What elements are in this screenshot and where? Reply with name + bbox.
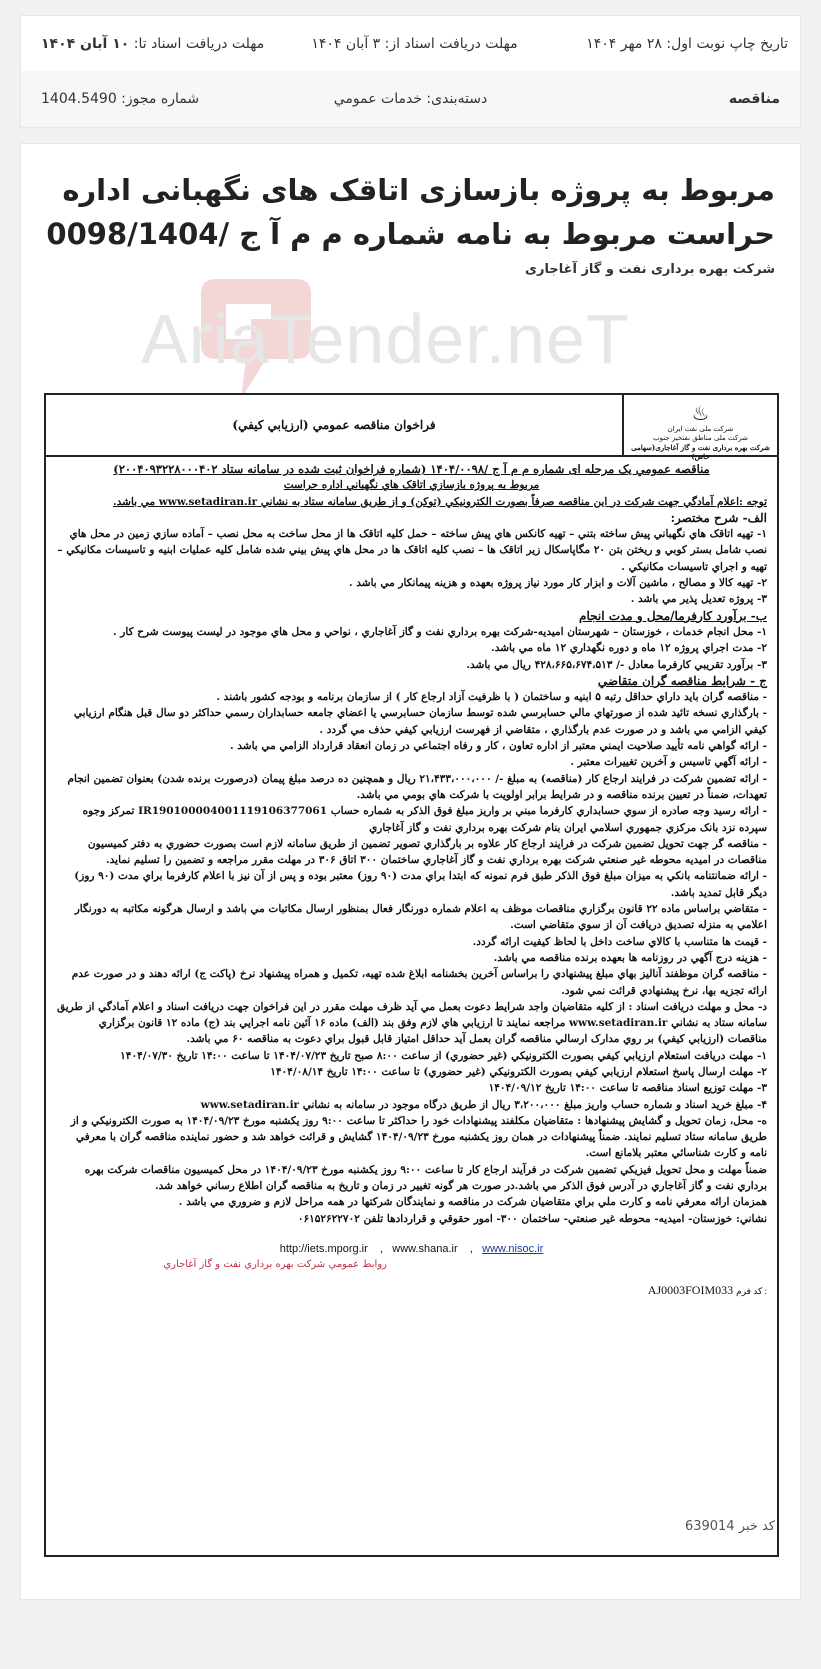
doc-line2: مربوط به پروژه بازسازي اتاقک هاي نگهباني اداره حراست	[283, 479, 540, 492]
nioc-logo	[622, 395, 777, 461]
receive-to-label: مهلت دریافت اسناد تا:	[129, 35, 265, 52]
public-relations: روابط عمومي شركت بهره برداري نفت و گاز آغاجاري	[163, 1259, 387, 1271]
form-code-value: AJ0003FOIM033	[647, 1282, 734, 1297]
company-name: شرکت بهره برداری نفت و گاز آغاجاری	[525, 262, 775, 277]
logo-line: شرکت ملی نفت ایران	[667, 425, 734, 433]
page-title: مربوط به پروژه بازسازی اتاقک های نگهبانی اداره حراست مربوط به نامه شماره م م آ ج /0098/1404	[46, 173, 775, 251]
logo-line: شرکت بهره برداری نفت و گاز آغاجاری(سهامی خاص)	[631, 443, 770, 461]
receive-from: مهلت دریافت اسناد از: ۳ آبان ۱۴۰۴	[311, 35, 518, 52]
news-id: کد خبر 639014	[684, 1519, 775, 1534]
nioc-flame-icon: ♨	[691, 401, 710, 425]
list-item: - قيمت ها متناسب با كالاي ساخت داخل با لحاظ كيفيت ارائه گردد.	[472, 935, 767, 948]
list-item: ۱- مهلت دريافت استعلام ارزيابي كيفي بصورت الكترونيكي (غير حضوري) از ساعت ۸:۰۰ صبح تاريخ ۱۴۰۴/۰۷/۲۳ تا ساعت ۱۴:۰۰ تاريخ ۱۴۰۴/۰۷/۳۰	[120, 1049, 767, 1062]
list-item: ضمناً مهلت و محل تحويل فيزيكي تضمين شركت در فرآيند ارجاع كار تا ساعت ۹:۰۰ روز يكشنبه مورخ ۱۴۰۴/۰۹/۲۳ در محل كميسيون مناقصات شركت بهره برداري نفت و گاز آغاجاري در آدرس فوق الذكر مي باشد.در صورت هر گونه تغيير در زمان و تاريخ به مناقصه گران اطلاع رساني خواهد شد.	[84, 1163, 767, 1193]
watermark-text: AriaTender.neT	[141, 300, 630, 378]
list-item: ۳- مهلت توزيع اسناد مناقصه تا ساعت ۱۴:۰۰ تاريخ ۱۴۰۴/۰۹/۱۲	[488, 1082, 767, 1095]
list-item: - ارائه رسيد وجه صادره از سوي حسابداري كارفرما مبني بر واريز مبلغ فوق الذكر به شماره حساب IR190100004001119106377061 تمركز وجوه سپرده نزد بانک مركزي جمهوري اسلامي ايران بنام شركت بهره برداري نفت و گاز آغاجاري	[82, 805, 767, 834]
list-item: - ارائه تضمين شركت در فرايند ارجاع كار (مناقصه) به مبلغ -/ ۲۱،۴۳۳،۰۰۰،۰۰۰ ريال و همچنين ده درصد مبلغ پيمان (درصورت برنده شدن) بعنوان تضمين انجام تعهدات، ضمناً در تعيين برنده مناقصه و در شرايط برابر اولويت با شركت هاي بومي مي باشد.	[67, 772, 767, 801]
section-e: ه- محل، زمان تحويل و گشايش پيشنهادها : متقاضيان مكلفند پيشنهادات خود را حداكثر تا ساعت ۹:۰۰ روز يكشنبه مورخ ۱۴۰۴/۰۹/۲۳ به صورت الكترونيكي و از طريق سامانه ستاد تسليم نمايند. ضمناً پيشنهادات در همان روز يكشنبه مورخ ۱۴۰۴/۰۹/۲۳ گشايش و قرائت خواهد شد و حضور نماينده مناقصه گران با معرفي نامه و كارت شناسائي معتبر بلامانع است.	[70, 1114, 767, 1160]
list-item: ۱- محل انجام خدمات ، خوزستان – شهرستان اميديه-شركت بهره برداري نفت و گاز آغاجاري ، نواحي و محل هاي موجود در ليست پيوست شرح كار .	[112, 625, 767, 638]
list-item: - هزينه درج آگهي در روزنامه ها بعهده برنده مناقصه مي باشد.	[493, 951, 767, 964]
doc-notice: توجه :اعلام آمادگي جهت شركت در اين مناقصه صرفاً بصورت الكترونيكي (توكن) و از طريق سامانه ستاد به نشاني www.setadiran.ir مي باشد.	[112, 495, 767, 508]
link-shana: www.shana.ir	[392, 1242, 458, 1255]
category[interactable]: دسته‌بندی: خدمات عمومي	[333, 91, 488, 107]
list-item: ۲- مدت اجراي پروژه ۱۲ ماه و دوره نگهداري ۱۲ ماه مي باشد.	[491, 642, 767, 655]
info-row-meta	[21, 71, 800, 127]
list-item: - ارائه گواهي نامه تأييد صلاحيت ايمني معتبر از اداره تعاون ، كار و رفاه اجتماعي در زمان انعقاد قرارداد الزامي مي باشد .	[229, 740, 767, 753]
receive-to-value: ۱۰ آبان ۱۴۰۴	[41, 35, 130, 52]
link-nisoc: www.nisoc.ir	[482, 1242, 544, 1255]
receive-to	[31, 36, 290, 52]
tender-detail-card	[20, 143, 801, 1600]
list-item: - متقاضي براساس ماده ۲۲ قانون برگزاري مناقصات موظف به اعلام شماره دورنگار فعال بمنظور ارسال مكاتبات مي باشد و ارسال هرگونه مكاتبه به دورنگار اعلامي به منزله تصديق دريافت آن از سوي متقاضي است.	[74, 903, 767, 932]
list-item: - مناقصه گران بايد داراي حداقل رتبه ۵ ابنيه و ساختمان ( با ظرفيت آزاد ارجاع كار ) از سازمان برنامه و بودجه كشور باشند .	[216, 691, 767, 704]
list-item: ۱- تهيه اتاقک هاي نگهباني پيش ساخته بتني – تهيه كانكس هاي پيش ساخته – حمل كليه اتاقک ها از محل ساخت به محل نصب – آماده سازي زمين در محل هاي نصب شامل بستر كوبي و ريختن بتن ۲۰ مگاپاسكال زير اتاقک ها – نصب كليه اتاقک ها در محل هاي پيش بيني شده شامل كليه عمليات ابنيه و تاسيسات مكانيكي – تهيه و اجراي تاسيسات مكانيكي .	[57, 528, 767, 573]
list-item: ۴- مبلغ خريد اسناد و شماره حساب واريز مبلغ ۳،۲۰۰،۰۰۰ ريال از طريق درگاه موجود در سامانه به نشاني www.setadiran.ir	[200, 1098, 767, 1111]
section-b: ب- برآورد كارفرما/محل و مدت انجام	[579, 608, 767, 623]
doc-links: http://iets.mporg.ir , www.shana.ir , www.nisoc.ir	[279, 1242, 544, 1255]
list-item: - مناقصه گر جهت تحويل تضمين شركت در فرايند ارجاع كار علاوه بر بارگذاري تصوير تضمين از طريق سامانه لازم است بصورت حضوري به دفتر كميسيون مناقصات در اميديه محوطه غير صنعتي شركت بهره برداري نفت و گاز آغاجاري ساختمان ۳۰۰ اتاق ۳۰۶ در مهلت مقرر مراجعه و تضمين را تسليم نمايد.	[87, 837, 767, 867]
logo-line: شرکت ملی مناطق نفتخیز جنوب	[653, 434, 748, 442]
doc-header: فراخوان مناقصه عمومي (ارزيابي كيفي)	[232, 417, 436, 432]
form-code-label: كد فرم :	[736, 1285, 767, 1296]
link-iets: http://iets.mporg.ir	[279, 1242, 368, 1255]
print-date: تاریخ چاپ نوبت اول: ۲۸ مهر ۱۴۰۴	[586, 35, 788, 52]
section-c: ج - شرايط مناقصه گران متقاضي	[597, 673, 767, 688]
section-a: الف- شرح مختصر:	[670, 510, 767, 525]
list-item: - ارائه ضمانتنامه بانكي به ميزان مبلغ فوق الذكر طبق فرم نمونه كه ابتدا براي مدت (۹۰ روز) معتبر بوده و پس از آن نيز با اعلام كارفرما براي مدت (۹۰ روز) ديگر قابل تمديد باشد.	[74, 870, 767, 899]
address: نشاني: خوزستان- اميديه- محوطه غير صنعتي- ساختمان ۳۰۰- امور حقوقي و قراردادها تلفن ۰۶۱۵۲۶۲۲۷۰۲	[297, 1212, 767, 1225]
tender-document-image	[44, 393, 779, 1557]
list-item: ۲- مهلت ارسال پاسخ استعلام ارزيابي كيفي بصورت الكترونيكي (غير حضوري) تا ساعت ۱۴:۰۰ تاريخ ۱۴۰۴/۰۸/۱۴	[270, 1065, 767, 1078]
list-item: ۳- پروژه تعديل پذير مي باشد .	[630, 593, 767, 606]
list-item: ۳- برآورد تقريبي كارفرما معادل -/ ۴۲۸،۶۶۵،۶۷۴،۵۱۳ ريال مي باشد.	[466, 658, 767, 671]
watermark	[141, 274, 791, 404]
tender-type: مناقصه	[728, 91, 780, 107]
list-item: همزمان ارائه معرفي نامه و كارت ملي براي متقاضيان شركت در مناقصه و نمايندگان شركتها در همه مراحل لازم و ضروري مي باشد .	[178, 1196, 767, 1209]
list-item: - ارائه آگهي تاسيس و آخرين تغييرات معتبر .	[570, 756, 767, 769]
section-d: د- محل و مهلت دريافت اسناد : از كليه متقاضيان واجد شرايط دعوت بعمل مي آيد ظرف مهلت مقرر در اين فراخوان جهت دريافت اسناد و اعلام آمادگي از طريق سامانه ستاد به نشاني www.setadiran.ir مراجعه نمايند تا ارزيابي هاي لازم وفق بند (الف) ماده ۱۶ آئين نامه اجرايي بند (ج) ماده ۱۲ قانون برگزاري مناقصات (ارزيابي كيفي) بر روي مدارک ارسالي مناقصه گران بعمل آيد حداقل امتياز قابل قبول براي دعوت به مناقصه ۶۰ مي باشد.	[56, 1000, 767, 1046]
tender-info-card	[20, 15, 801, 128]
list-item: ۲- تهيه كالا و مصالح ، ماشين آلات و ابزار كار مورد نياز پروژه بعهده و هزينه پيمانكار مي باشد .	[348, 577, 767, 590]
info-row-dates	[21, 16, 800, 71]
license-number: شماره مجوز: 1404.5490	[41, 91, 200, 107]
list-item: - مناقصه گران موظفند آناليز بهاي مبلغ پيشنهادي را براساس آخرين بخشنامه ابلاغ شده تهيه، تكميل و همراه پيشنهاد نرخ (پاكت ج) ارائه دهند و در صورت عدم ارائه تجزيه بها، نرخ پيشنهادي قرائت نمي شود.	[71, 968, 767, 997]
doc-line1: مناقصه عمومي يک مرحله ای شماره م م آ ج /۱۴۰۴/۰۰۹۸ (شماره فراخوان ثبت شده در سامانه ستاد ۲۰۰۴۰۹۳۲۲۸۰۰۰۴۰۲)	[113, 462, 710, 476]
list-item: - بارگذاري نسخه تائيد شده از صورتهاي مالي حسابرسي شده توسط سازمان حسابرسي يا اعضاي جامعه حسابداران رسمي حداكثر دو سال قبل هنگام ارزيابي كيفي الزامي مي باشد و در صورت عدم بارگذاري ، متقاضي از فهرست ارزيابي كيفي حذف مي گردد .	[73, 707, 767, 736]
form-code	[56, 1282, 767, 1299]
